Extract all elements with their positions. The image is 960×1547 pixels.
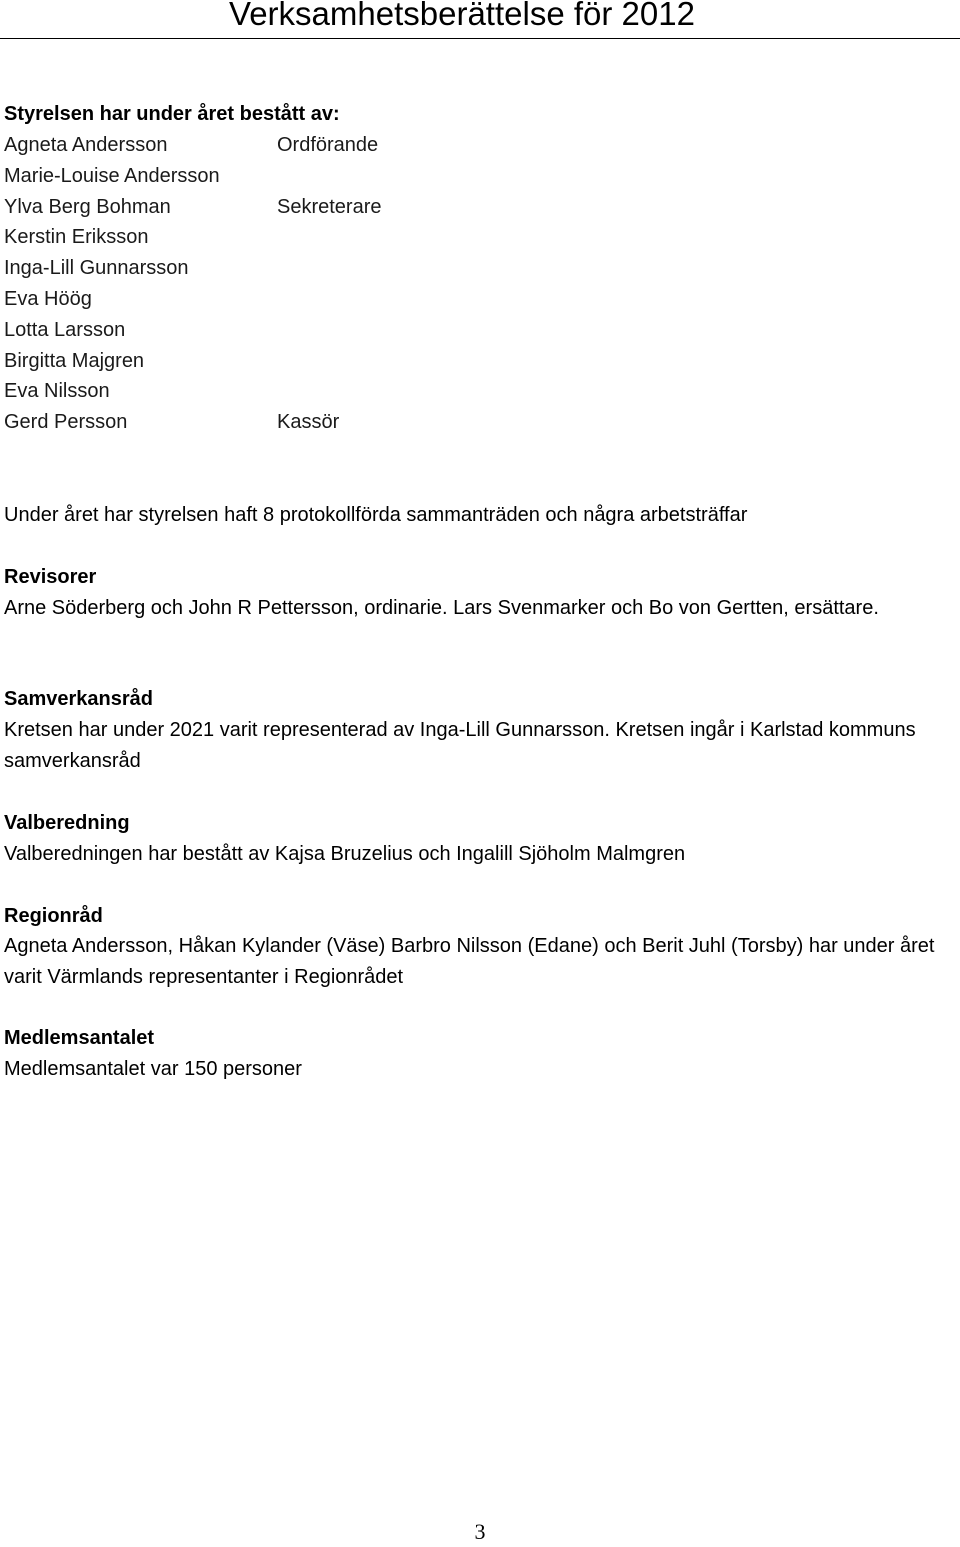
- revisorer-heading: Revisorer: [4, 566, 97, 588]
- document-title: Verksamhetsberättelse för 2012: [229, 0, 695, 32]
- member-name: Eva Höög: [4, 287, 92, 310]
- document-title-bar: [0, 0, 960, 39]
- board-member-row: [4, 222, 504, 253]
- member-role: Ordförande: [277, 134, 379, 156]
- valberedning-heading: Valberedning: [4, 812, 130, 834]
- regionrad-heading: Regionråd: [4, 905, 103, 927]
- member-role: Sekreterare: [277, 195, 382, 218]
- member-name: Marie-Louise Andersson: [4, 164, 220, 187]
- board-heading: Styrelsen har under året bestått av:: [4, 103, 340, 125]
- board-member-row: [4, 130, 504, 161]
- board-member-row: [4, 161, 504, 192]
- regionrad-text: Agneta Andersson, Håkan Kylander (Väse) Barbro Nilsson (Edane) och Berit Juhl (Torsby) har under året varit Värmlands representanter i Regionrådet: [4, 935, 935, 988]
- revisorer-text: Arne Söderberg och John R Pettersson, ordinarie. Lars Svenmarker och Bo von Gertten, ersättare.: [4, 597, 879, 619]
- member-name: Agneta Andersson: [4, 134, 168, 156]
- member-name: Kerstin Eriksson: [4, 226, 149, 249]
- board-member-row: [4, 346, 504, 377]
- member-name: Eva Nilsson: [4, 380, 110, 403]
- member-role: Kassör: [277, 411, 340, 434]
- board-member-row: [4, 284, 504, 315]
- board-member-row: [4, 315, 504, 346]
- member-name: Gerd Persson: [4, 411, 128, 434]
- board-member-row: [4, 253, 504, 284]
- samverkansrad-text: Kretsen har under 2021 varit representerad av Inga-Lill Gunnarsson. Kretsen ingår i Karlstad kommuns samverkansråd: [4, 719, 916, 772]
- member-name: Ylva Berg Bohman: [4, 195, 171, 218]
- board-member-row: [4, 192, 504, 223]
- medlemsantalet-text: Medlemsantalet var 150 personer: [4, 1058, 302, 1080]
- board-member-row: [4, 376, 504, 407]
- member-name: Birgitta Majgren: [4, 349, 145, 372]
- member-name: Lotta Larsson: [4, 318, 126, 341]
- page-number: 3: [474, 1519, 486, 1544]
- samverkansrad-heading: Samverkansråd: [4, 688, 153, 710]
- member-name: Inga-Lill Gunnarsson: [4, 257, 189, 280]
- medlemsantalet-heading: Medlemsantalet: [4, 1027, 155, 1049]
- board-member-row: [4, 407, 504, 438]
- board-member-list: [4, 130, 504, 438]
- valberedning-text: Valberedningen har bestått av Kajsa Bruzelius och Ingalill Sjöholm Malmgren: [4, 843, 686, 865]
- board-meetings-text: Under året har styrelsen haft 8 protokollförda sammanträden och några arbetsträffar: [4, 504, 748, 526]
